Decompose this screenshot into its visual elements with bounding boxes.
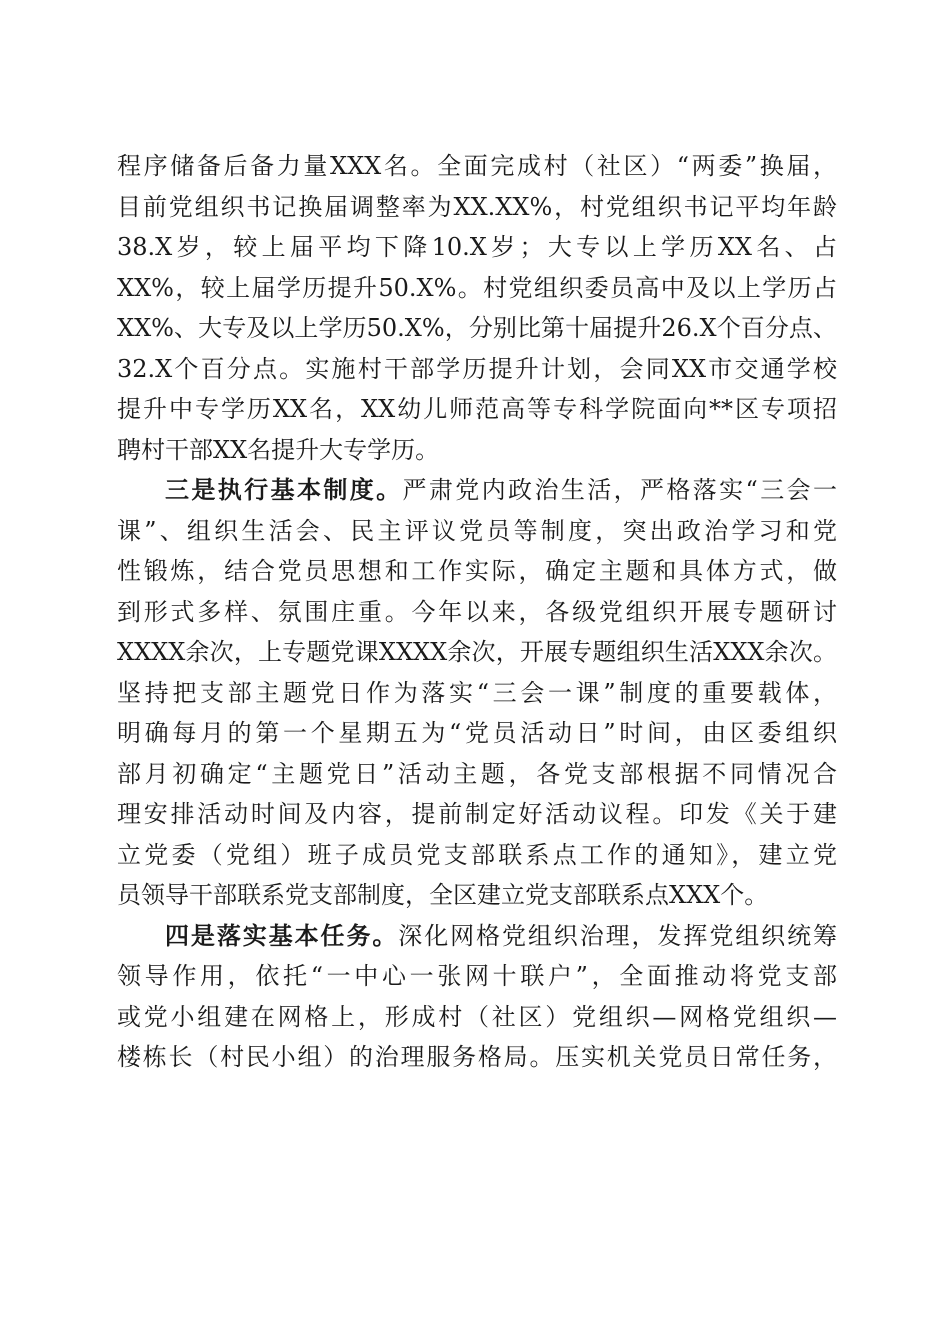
text-line: 性锻炼，结合党员思想和工作实际，确定主题和具体方式，做 [117,557,837,585]
text-line: 楼栋长（村民小组）的治理服务格局。压实机关党员日常任务， [117,1043,837,1071]
text-line: 提升中专学历XX名，XX幼儿师范高等专科学院面向**区专项招 [117,395,837,423]
text-line: 明确每月的第一个星期五为“党员活动日”时间，由区委组织 [117,719,837,747]
text-line: 到形式多样、氛围庄重。今年以来，各级党组织开展专题研讨 [117,597,837,626]
document-body [117,146,837,1078]
text-line: XXXX余次，上专题党课XXXX余次，开展专题组织生活XXX余次。 [117,638,837,666]
text-line-rest: 严肃党内政治生活，严格落实“三会一 [402,476,837,504]
text-line [117,916,837,957]
paragraph-2 [117,470,837,916]
text-line: 聘村干部XX名提升大专学历。 [117,435,440,464]
text-line: 领导作用，依托“一中心一张网十联户”，全面推动将党支部 [117,962,837,990]
text-line: 程序储备后备力量XXX名。全面完成村（社区）“两委”换届， [117,152,837,180]
text-line: 课”、组织生活会、民主评议党员等制度，突出政治学习和党 [117,516,837,545]
text-line: XX%，较上届学历提升50.X%。村党组织委员高中及以上学历占 [117,273,837,302]
text-line: 理安排活动时间及内容，提前制定好活动议程。印发《关于建 [117,800,837,828]
text-line: 目前党组织书记换届调整率为XX.XX%，村党组织书记平均年龄 [117,192,837,221]
paragraph-1 [117,146,837,470]
text-line: 部月初确定“主题党日”活动主题，各党支部根据不同情况合 [117,759,837,788]
paragraph-heading: 四是落实基本任务。 [165,920,399,950]
text-line: 立党委（党组）班子成员党支部联系点工作的通知》，建立党 [117,840,837,869]
paragraph-heading: 三是执行基本制度。 [165,475,403,504]
paragraph-3 [117,916,837,1078]
text-line: XX%、大专及以上学历50.X%，分别比第十届提升26.X个百分点、 [117,314,837,342]
text-line: 32.X个百分点。实施村干部学历提升计划，会同XX市交通学校 [117,354,837,383]
text-line [117,470,837,511]
text-line-rest: 深化网格党组织治理，发挥党组织统筹 [398,921,837,950]
text-line: 坚持把支部主题党日作为落实“三会一课”制度的重要载体， [117,678,837,707]
text-line: 38.X岁，较上届平均下降10.X岁；大专以上学历XX名、占 [117,233,837,261]
text-line: 或党小组建在网格上，形成村（社区）党组织—网格党组织— [117,1002,837,1031]
text-line: 员领导干部联系党支部制度，全区建立党支部联系点XXX个。 [117,881,769,909]
